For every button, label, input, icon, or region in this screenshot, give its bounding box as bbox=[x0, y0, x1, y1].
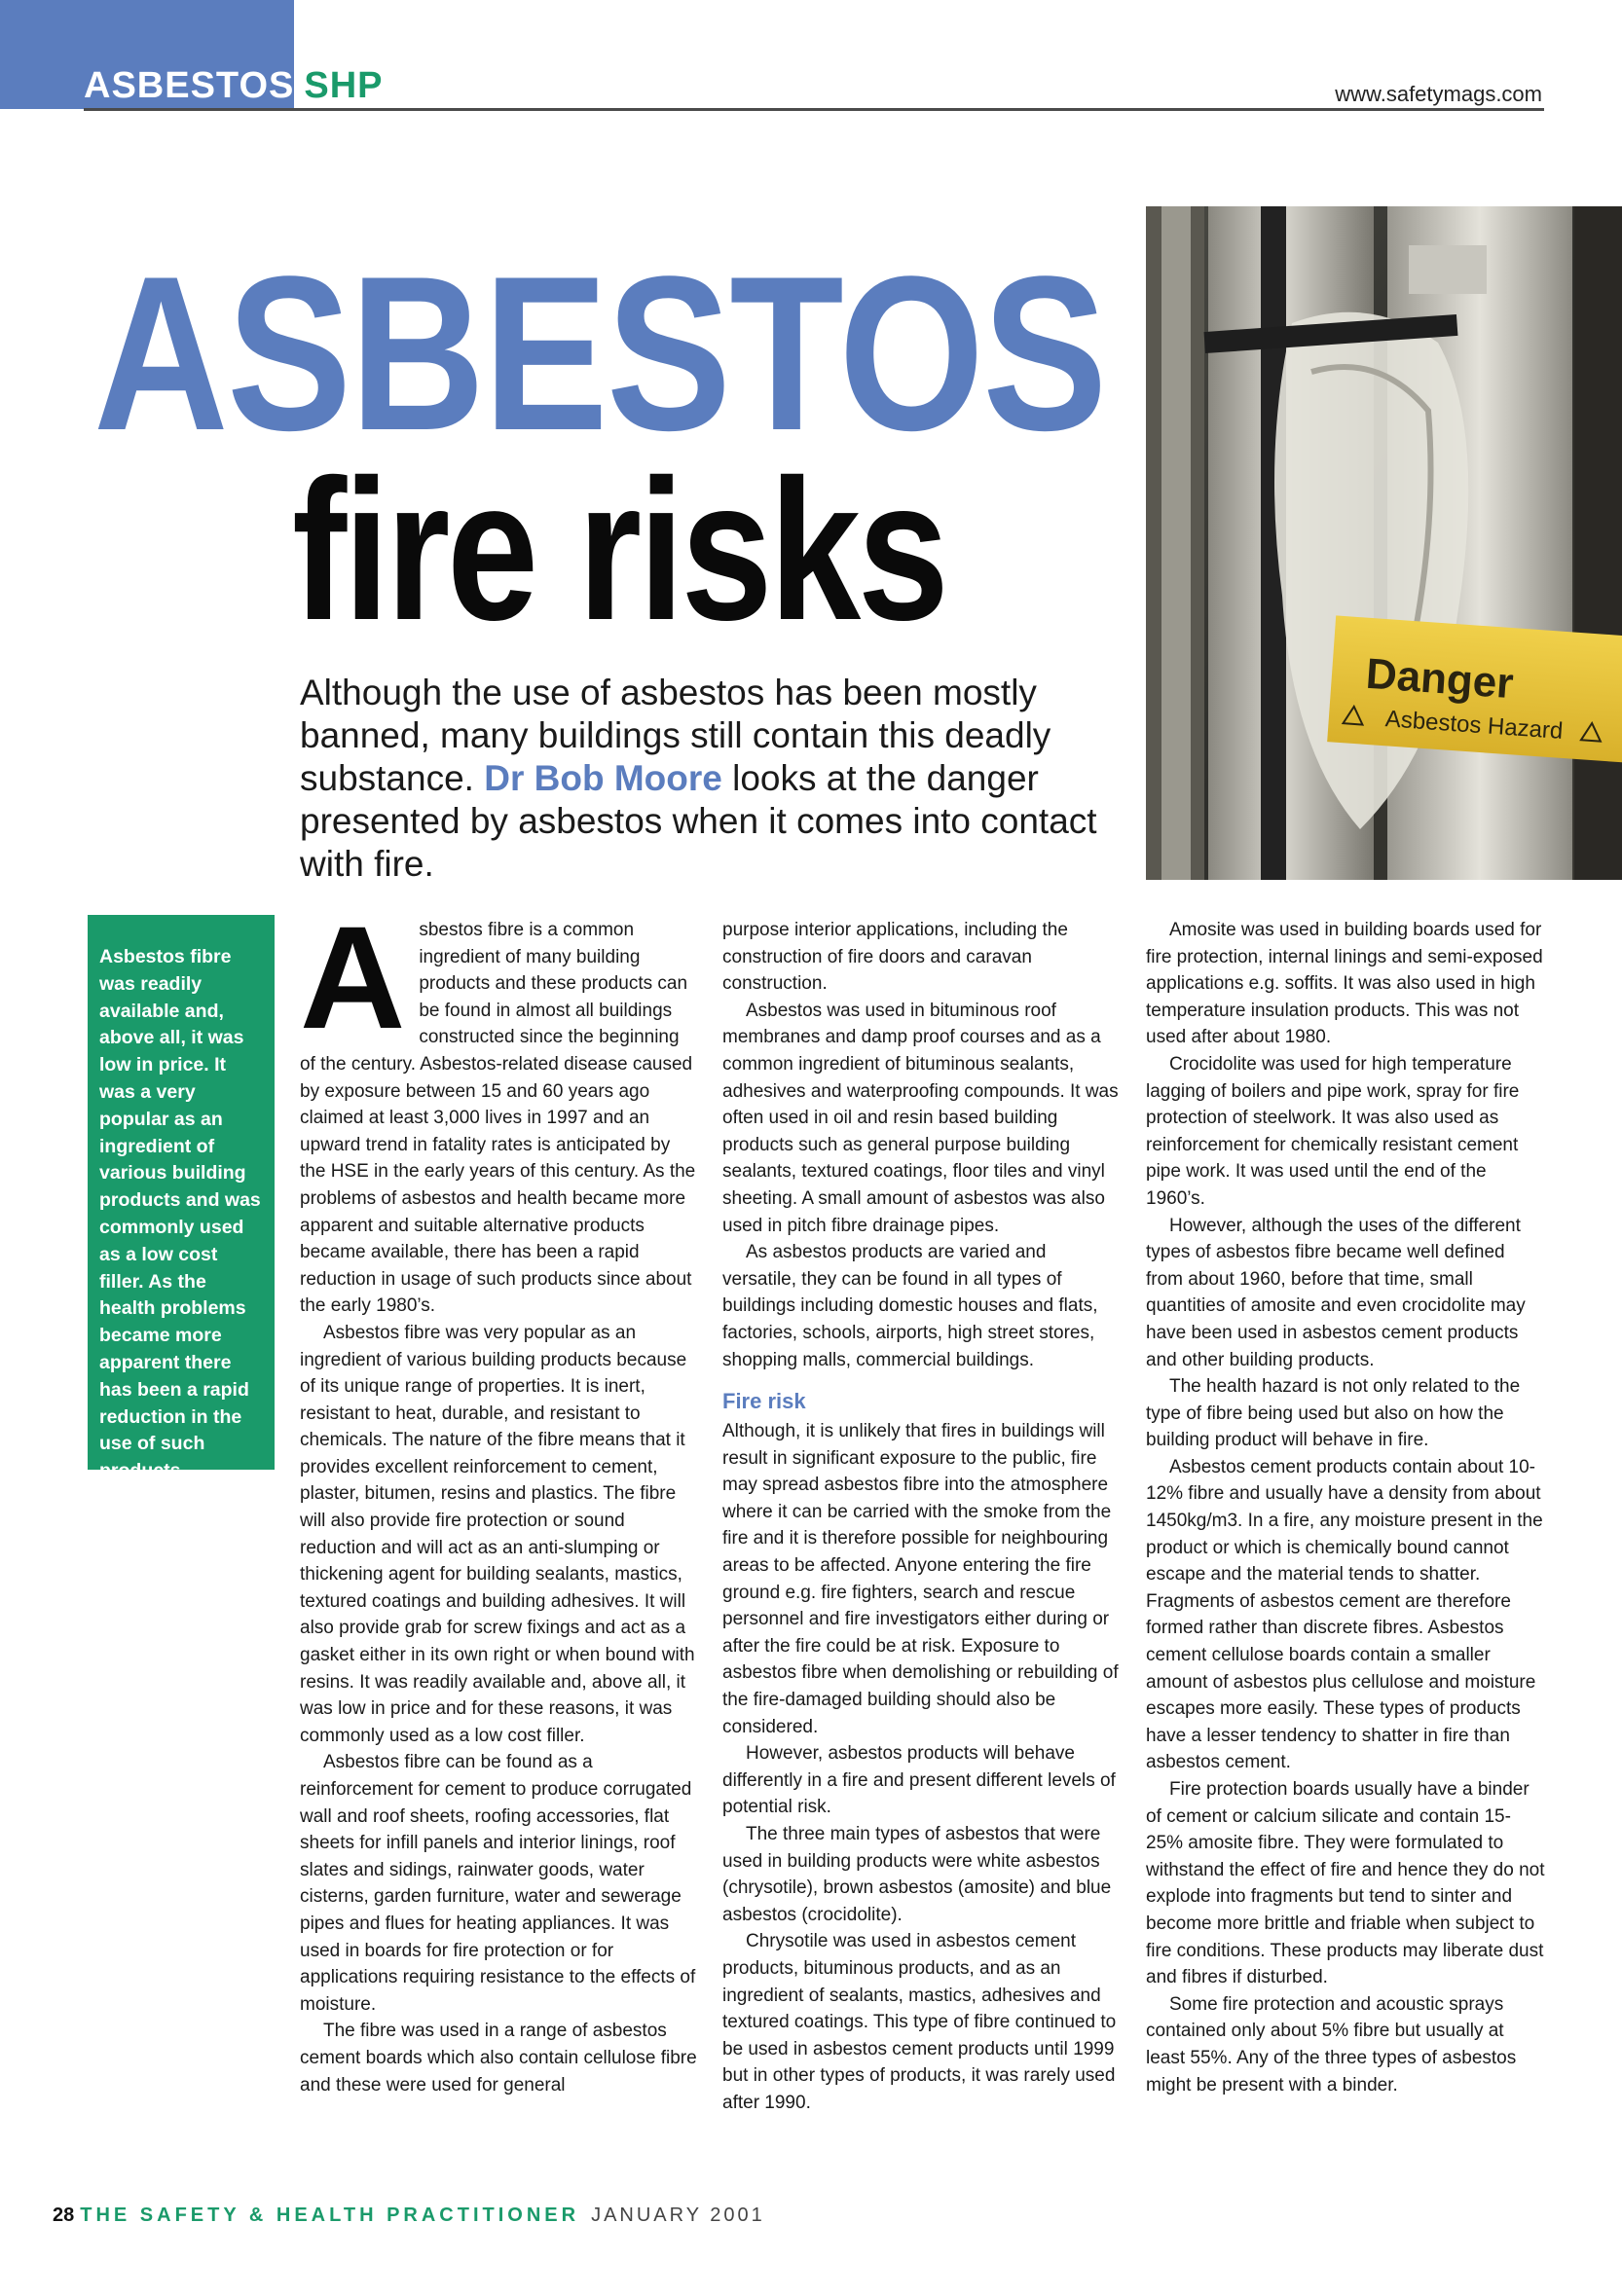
body-column-2 bbox=[722, 917, 1122, 2117]
issue-date: JANUARY 2001 bbox=[591, 2205, 765, 2226]
body-column-1 bbox=[300, 895, 697, 2098]
standfirst-text-2: looks at the danger presented by asbestos when it comes into contact with fire. bbox=[300, 758, 1097, 884]
drop-cap: A bbox=[300, 895, 406, 1059]
page-number: 28 bbox=[53, 2205, 75, 2226]
section-label-topic: ASBESTOS bbox=[84, 65, 295, 106]
body-paragraph: Asbestos cement products contain about 10-12% fibre and usually have a density from about 1450kg/m3. In a fire, any moisture present in the product or which is chemically bound cannot escape and the material tends to shatter. Fragments of asbestos cement are therefore formed rather than discrete fibres. Asbestos cement cellulose boards contain a smaller amount of asbestos plus cellulose and moisture escapes more easily. These types of products have a lesser tendency to shatter in fire than asbestos cement. bbox=[1146, 1456, 1543, 1773]
headline-line-1: ASBESTOS bbox=[93, 230, 1106, 476]
standfirst-text-1: Although the use of asbestos has been mostly banned, many buildings still contain this deadly substance. bbox=[300, 673, 1051, 798]
site-url: www.safetymags.com bbox=[1335, 82, 1542, 106]
author-name: Dr Bob Moore bbox=[484, 758, 722, 798]
body-paragraph: Some fire protection and acoustic sprays contained only about 5% fibre but usually at least 55%. Any of the three types of asbestos might be present with a binder. bbox=[1146, 1993, 1517, 2096]
body-paragraph: The three main types of asbestos that were used in building products were white asbestos (chrysotile), brown asbestos (amosite) and blue asbestos (crocidolite). bbox=[722, 1824, 1112, 1925]
body-paragraph: Amosite was used in building boards used for fire protection, internal linings and semi-exposed applications e.g. soffits. It was also used in high temperature insulation products. This was not used after about 1980. bbox=[1146, 920, 1543, 1048]
body-paragraph: Asbestos was used in bituminous roof membranes and damp proof courses and as a common ingredient of bituminous sealants, adhesives and waterproofing compounds. It was often used in oil and resin based building products such as general purpose building sealants, textured coatings, floor tiles and vinyl sheeting. A small amount of asbestos was also used in pitch fibre drainage pipes. bbox=[722, 1000, 1119, 1236]
body-column-3 bbox=[1146, 917, 1545, 2098]
headline-line-2: fire risks bbox=[292, 438, 946, 662]
photo-label-danger: Danger bbox=[1364, 649, 1516, 709]
magazine-name: THE SAFETY & HEALTH PRACTITIONER bbox=[80, 2205, 580, 2226]
header-rule bbox=[84, 108, 1544, 111]
body-paragraph: The fibre was used in a range of asbestos cement boards which also contain cellulose fibre and these were used for general bbox=[300, 2021, 697, 2096]
body-paragraph: sbestos fibre is a common ingredient of many building products and these products can be found in almost all buildings constructed since the beginning of the century. Asbestos-related disease caused by exposure between 15 and 60 years ago claimed at least 3,000 lives in 1997 and an upward trend in fatality rates is anticipated by the HSE in the early years of this century. As the problems of asbestos and health became more apparent and suitable alternative products became available, there has been a rapid reduction in usage of such products since about the early 1980’s. bbox=[300, 920, 696, 1317]
subheading-fire-risk: Fire risk bbox=[722, 1389, 806, 1414]
section-label-magazine: SHP bbox=[304, 65, 384, 106]
section-label bbox=[84, 64, 384, 107]
pull-quote: Asbestos fibre was readily available and, above all, it was low in price. It was a very popular as an ingredient of various building products and was commonly used as a low cost filler. As the health problems became more apparent there has been a rapid reduction in the use of such products. bbox=[88, 915, 275, 1470]
body-paragraph: Fire protection boards usually have a binder of cement or calcium silicate and contain 15-25% amosite fibre. They were formulated to withstand the effect of fire and hence they do not explode into fragments but tend to sinter and become more brittle and friable when subject to fire conditions. These products may liberate dust and fibres if disturbed. bbox=[1146, 1779, 1545, 1988]
body-paragraph: Asbestos fibre was very popular as an ingredient of various building products because of its unique range of properties. It is inert, resistant to heat, durable, and resistant to chemicals. The nature of the fibre means that it provides excellent reinforcement to cement, plaster, bitumen, resins and plastics. The fibre will also provide fire protection or sound reduction and will act as an anti-slumping or thickening agent for building sealants, mastics, textured coatings and building adhesives. It will also provide grab for screw fixings and act as a gasket either in its own right or when bound with resins. It was readily available and, above all, it was low in price and for these reasons, it was commonly used as a low cost filler. bbox=[300, 1322, 695, 1746]
body-paragraph: The health hazard is not only related to the type of fibre being used but also on how the building product will behave in fire. bbox=[1146, 1376, 1521, 1451]
body-paragraph: Crocidolite was used for high temperature lagging of boilers and pipe work, spray for fire protection of steelwork. It was also used as reinforcement for chemically resistant cement pipe work. It was used until the end of the 1960’s. bbox=[1146, 1053, 1520, 1209]
body-paragraph: purpose interior applications, including the construction of fire doors and caravan construction. bbox=[722, 920, 1068, 995]
photo-label-hazard: Asbestos Hazard bbox=[1383, 706, 1565, 745]
body-paragraph: As asbestos products are varied and versatile, they can be found in all types of buildings including domestic houses and flats, factories, schools, airports, high street stores, shopping malls, commercial buildings. bbox=[722, 1242, 1098, 1370]
body-paragraph: However, although the uses of the different types of asbestos fibre became well defined from about 1960, before that time, small quantities of amosite and even crocidolite may have been used in asbestos cement products and other building products. bbox=[1146, 1215, 1526, 1370]
standfirst bbox=[300, 672, 1137, 886]
body-paragraph: Chrysotile was used in asbestos cement products, bituminous products, and as an ingredient of sealants, mastics, adhesives and textured coatings. This type of fibre continued to be used in asbestos cement products until 1999 but in other types of products, it was rarely used after 1990. bbox=[722, 1931, 1117, 2113]
page-footer bbox=[53, 2204, 765, 2227]
body-paragraph: However, asbestos products will behave differently in a fire and present different levels of potential risk. bbox=[722, 1743, 1116, 1818]
asbestos-pipe-photo bbox=[1146, 206, 1622, 880]
body-paragraph: Although, it is unlikely that fires in buildings will result in significant exposure to the public, fire may spread asbestos fibre into the atmosphere where it can be carried with the smoke from the fire and it is therefore possible for neighbouring areas to be affected. Anyone entering the fire ground e.g. fire fighters, search and rescue personnel and fire investigators either during or after the fire could be at risk. Exposure to asbestos fibre when demolishing or rebuilding of the fire-damaged building should also be considered. bbox=[722, 1421, 1119, 1737]
body-paragraph: Asbestos fibre can be found as a reinforcement for cement to produce corrugated wall and roof sheets, roofing accessories, flat sheets for infill panels and interior linings, roof slates and sidings, rainwater goods, water cisterns, garden furniture, water and sewerage pipes and flues for heating appliances. It was used in boards for fire protection or for applications requiring resistance to the effects of moisture. bbox=[300, 1752, 696, 2015]
